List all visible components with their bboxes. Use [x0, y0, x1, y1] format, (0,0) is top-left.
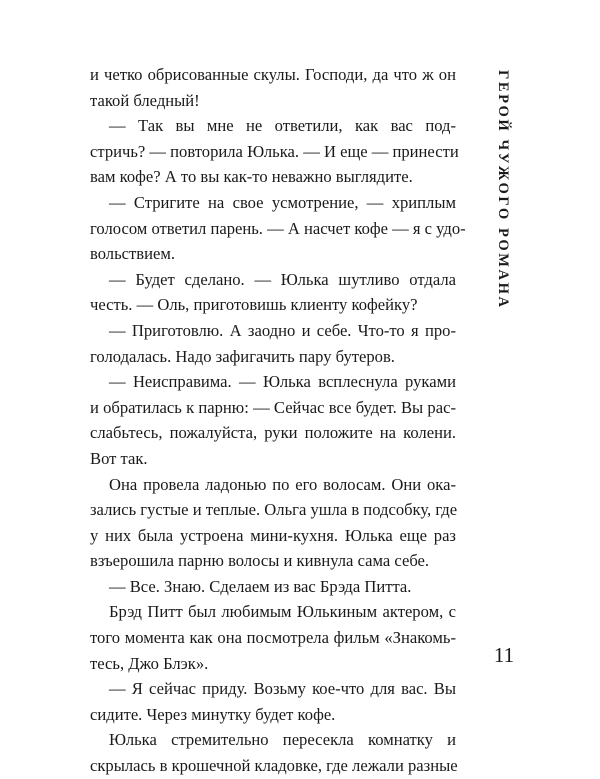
running-head: ГЕРОЙ ЧУЖОГО РОМАНА — [495, 70, 511, 310]
text-line: вольствием. — [90, 244, 175, 264]
text-line: — Будет сделано. — Юлька шутливо отдала — [109, 269, 456, 289]
text-line: — Я сейчас приду. Возьму кое-что для вас. Вы — [109, 679, 456, 699]
text-line: Вот так. — [90, 448, 148, 468]
body-text — [90, 62, 466, 779]
text-line: слабьтесь, пожалуйста, руки положите на колени. — [90, 423, 456, 443]
text-line: у них была устроена мини-кухня. Юлька еще раз — [90, 525, 456, 545]
text-line: и обратилась к парню: — Сейчас все будет. Вы рас- — [90, 397, 456, 417]
text-line: честь. — Оль, приготовишь клиенту кофейку? — [90, 295, 418, 315]
text-line: стричь? — повторила Юлька. — И еще — принести — [90, 141, 459, 161]
text-line: Она провела ладонью по его волосам. Они ока- — [109, 474, 456, 494]
text-line: Брэд Питт был любимым Юлькиным актером, с — [109, 602, 456, 622]
text-line: такой бледный! — [90, 90, 200, 110]
text-line: Юлька стремительно пересекла комнатку и — [109, 730, 456, 750]
text-line: голодалась. Надо зафигачить пару бутеров. — [90, 346, 395, 366]
text-line: скрылась в крошечной кладовке, где лежали разные — [90, 756, 458, 776]
text-line: голосом ответил парень. — А насчет кофе — я с удо- — [90, 218, 466, 238]
text-line: — Приготовлю. А заодно и себе. Что-то я про- — [109, 320, 456, 340]
text-line: и четко обрисованные скулы. Господи, да что ж он — [90, 65, 456, 84]
text-line: вам кофе? А то вы как-то неважно выглядите. — [90, 167, 413, 187]
text-line: того момента как она посмотрела фильм «Знакомь- — [90, 628, 456, 648]
text-line: — Так вы мне не ответили, как вас под- — [109, 116, 456, 136]
text-line: — Неисправима. — Юлька всплеснула руками — [109, 372, 456, 392]
text-line: — Все. Знаю. Сделаем из вас Брэда Питта. — [109, 576, 412, 596]
text-line: — Стригите на свое усмотрение, — хриплым — [109, 192, 456, 212]
text-line: взъерошила парню волосы и кивнула сама себе. — [90, 551, 430, 571]
page-number: 11 — [493, 643, 515, 667]
text-line: зались густые и теплые. Ольга ушла в подсобку, где — [90, 500, 458, 520]
text-line: сидите. Через минутку будет кофе. — [90, 704, 336, 724]
text-line: тесь, Джо Блэк». — [90, 653, 209, 673]
